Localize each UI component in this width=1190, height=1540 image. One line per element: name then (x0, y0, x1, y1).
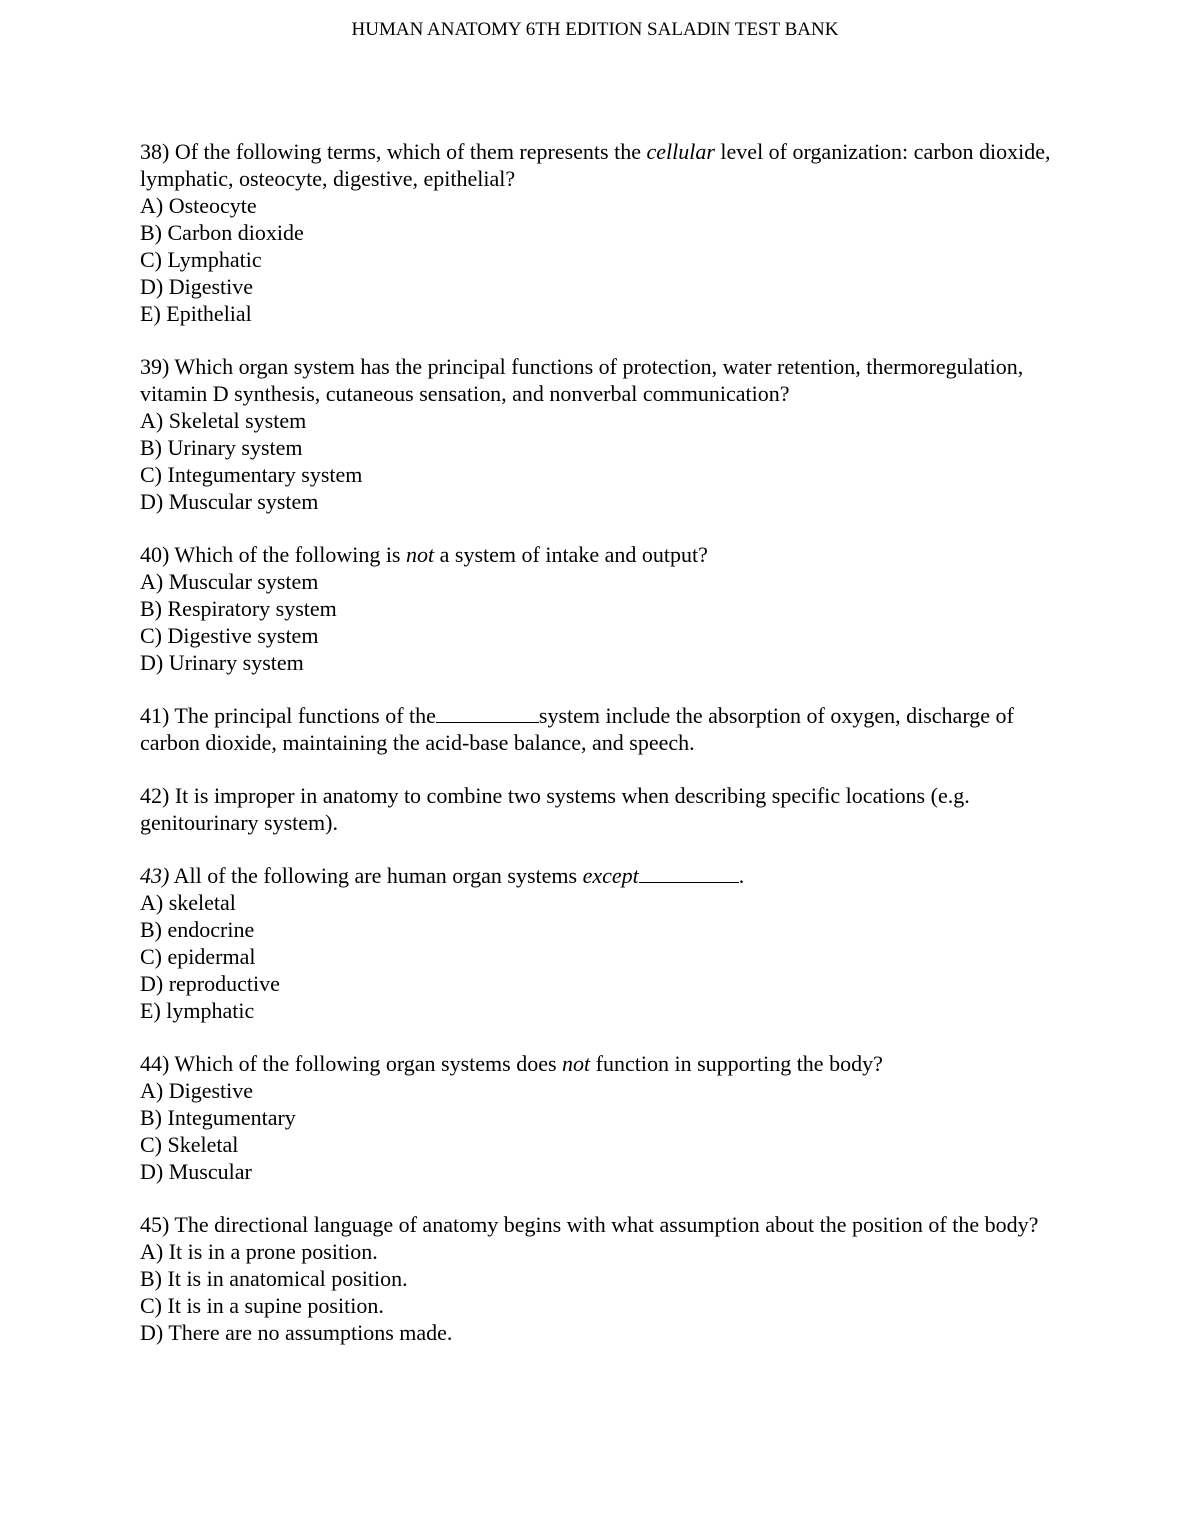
answer-option: A) It is in a prone position. (140, 1239, 378, 1264)
answer-option: A) Digestive (140, 1078, 254, 1103)
answer-options (140, 568, 1055, 676)
fill-in-blank (436, 704, 539, 723)
answer-option: B) Integumentary (140, 1105, 296, 1130)
answer-option: D) There are no assumptions made. (140, 1320, 453, 1345)
question-42 (140, 782, 1055, 836)
fill-in-blank (639, 864, 739, 883)
page-header: HUMAN ANATOMY 6TH EDITION SALADIN TEST BANK (351, 19, 839, 40)
question-text: 44) Which of the following organ systems does not function in supporting the body? (140, 1051, 883, 1076)
question-43 (140, 862, 1055, 1024)
question-text: 41) The principal functions of the system include the absorption of oxygen, discharge of carbon dioxide, maintaining the acid-base balance, and speech. (140, 703, 1014, 755)
answer-option: B) endocrine (140, 917, 255, 942)
answer-options (140, 407, 1055, 515)
answer-option: D) reproductive (140, 971, 280, 996)
answer-option: C) Integumentary system (140, 462, 363, 487)
question-text: 40) Which of the following is not a system of intake and output? (140, 542, 708, 567)
answer-options (140, 192, 1055, 327)
answer-option: C) Digestive system (140, 623, 319, 648)
question-text: 45) The directional language of anatomy begins with what assumption about the position of the body? (140, 1212, 1039, 1237)
question-45 (140, 1211, 1055, 1346)
answer-options (140, 1238, 1055, 1346)
answer-option: D) Urinary system (140, 650, 304, 675)
answer-option: A) Osteocyte (140, 193, 257, 218)
question-text: 39) Which organ system has the principal functions of protection, water retention, thermoregulation, vitamin D synthesis, cutaneous sensation, and nonverbal communication? (140, 354, 1024, 406)
answer-option: B) It is in anatomical position. (140, 1266, 408, 1291)
answer-options (140, 889, 1055, 1024)
question-text: 43) All of the following are human organ systems except . (140, 863, 745, 888)
answer-option: A) skeletal (140, 890, 236, 915)
question-text: 42) It is improper in anatomy to combine two systems when describing specific locations (e.g. genitourinary system). (140, 783, 970, 835)
answer-option: E) Epithelial (140, 301, 252, 326)
question-38 (140, 138, 1055, 327)
answer-option: B) Urinary system (140, 435, 303, 460)
answer-option: C) Skeletal (140, 1132, 239, 1157)
question-44 (140, 1050, 1055, 1185)
answer-option: B) Carbon dioxide (140, 220, 304, 245)
answer-option: A) Skeletal system (140, 408, 307, 433)
question-text: 38) Of the following terms, which of them represents the cellular level of organization: carbon dioxide, lymphatic, osteocyte, digestive, epithelial? (140, 139, 1051, 191)
answer-option: C) Lymphatic (140, 247, 262, 272)
answer-option: C) It is in a supine position. (140, 1293, 384, 1318)
question-list (140, 138, 1055, 1372)
answer-option: D) Muscular system (140, 489, 319, 514)
answer-option: B) Respiratory system (140, 596, 337, 621)
answer-options (140, 1077, 1055, 1185)
answer-option: D) Digestive (140, 274, 254, 299)
answer-option: C) epidermal (140, 944, 256, 969)
question-39 (140, 353, 1055, 515)
answer-option: E) lymphatic (140, 998, 255, 1023)
answer-option: A) Muscular system (140, 569, 319, 594)
question-41 (140, 702, 1055, 756)
question-40 (140, 541, 1055, 676)
answer-option: D) Muscular (140, 1159, 252, 1184)
